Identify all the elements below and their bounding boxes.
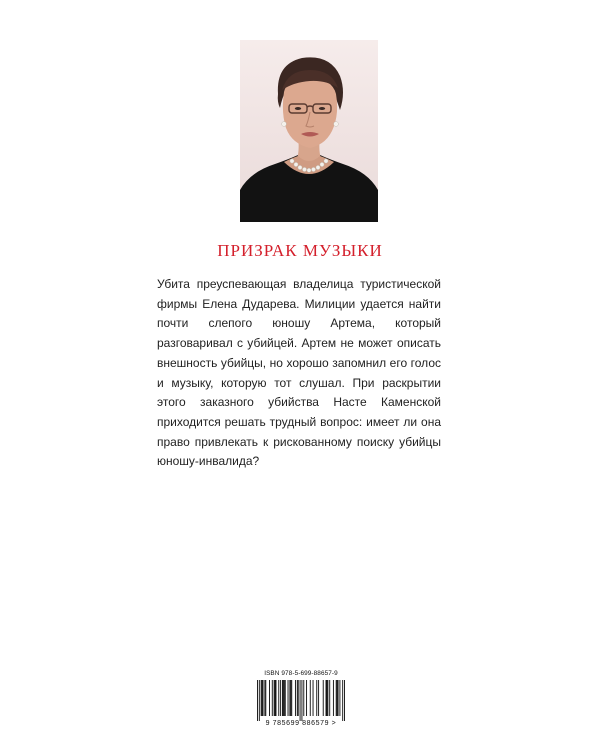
barcode-bar xyxy=(289,680,290,716)
barcode-bar xyxy=(283,680,284,716)
barcode-bar xyxy=(338,680,339,716)
isbn-label: ISBN 978-5-699-88657-9 xyxy=(264,670,338,677)
barcode-bar xyxy=(282,680,283,716)
barcode-bar xyxy=(264,680,265,716)
barcode-bar xyxy=(291,680,292,716)
barcode-bar xyxy=(275,680,276,716)
barcode-bar xyxy=(288,680,289,716)
author-photo xyxy=(240,40,378,222)
barcode-bar xyxy=(300,680,301,721)
barcode-bar xyxy=(262,680,263,716)
barcode-bar xyxy=(263,680,264,716)
barcode-bar xyxy=(326,680,327,716)
barcode-bar xyxy=(265,680,266,716)
barcode-bar xyxy=(344,680,345,721)
barcode-bar xyxy=(310,680,311,716)
barcode-bar xyxy=(269,680,270,716)
barcode-bar xyxy=(342,680,343,721)
barcode-bar xyxy=(327,680,328,716)
barcode-bar xyxy=(316,680,317,716)
barcode-bar xyxy=(295,680,296,716)
barcode-bar xyxy=(329,680,330,716)
barcode-bar xyxy=(259,680,260,721)
barcode-bar xyxy=(280,680,281,716)
barcode-bar xyxy=(333,680,334,716)
barcode-bar xyxy=(274,680,275,716)
barcode-bar xyxy=(318,680,319,716)
barcode-bar xyxy=(290,680,291,716)
barcode-bar xyxy=(261,680,262,716)
barcode-bar xyxy=(323,680,324,716)
barcode-icon xyxy=(257,680,345,721)
barcode-bar xyxy=(257,680,258,721)
barcode-bar xyxy=(285,680,286,716)
barcode-bar xyxy=(297,680,298,716)
barcode-bar xyxy=(337,680,338,716)
barcode-bar xyxy=(306,680,307,716)
barcode-bar xyxy=(301,680,302,721)
barcode-block xyxy=(253,670,349,730)
book-title: ПРИЗРАК МУЗЫКИ xyxy=(217,241,383,260)
barcode-bar xyxy=(278,680,279,716)
barcode-bar xyxy=(276,680,277,716)
barcode-bar xyxy=(284,680,285,716)
ean-digits: 9 785699 886579 > xyxy=(265,720,337,727)
book-annotation: Убита преуспевающая владелица туристической фирмы Елена Дударева. Милиции удается найти почти слепого юношу Артема, который разговаривал с убийцей. Артем не может описать внешность убийцы, но хорошо запомнил его голос и музыку, которую тот слушал. При раскрытии этого заказного убийства Насте Каменской приходится решать трудный вопрос: имеет ли она право привлекать к рискованному поиску убийцы юношу-инвалида? xyxy=(157,277,441,469)
barcode-bar xyxy=(326,680,327,716)
barcode-bar xyxy=(303,680,304,716)
barcode-bar xyxy=(313,680,314,716)
barcode-bar xyxy=(298,680,299,716)
barcode-bar xyxy=(339,680,340,716)
barcode-bar xyxy=(272,680,273,716)
barcode-bar xyxy=(336,680,337,716)
author-portrait-icon xyxy=(240,40,378,222)
